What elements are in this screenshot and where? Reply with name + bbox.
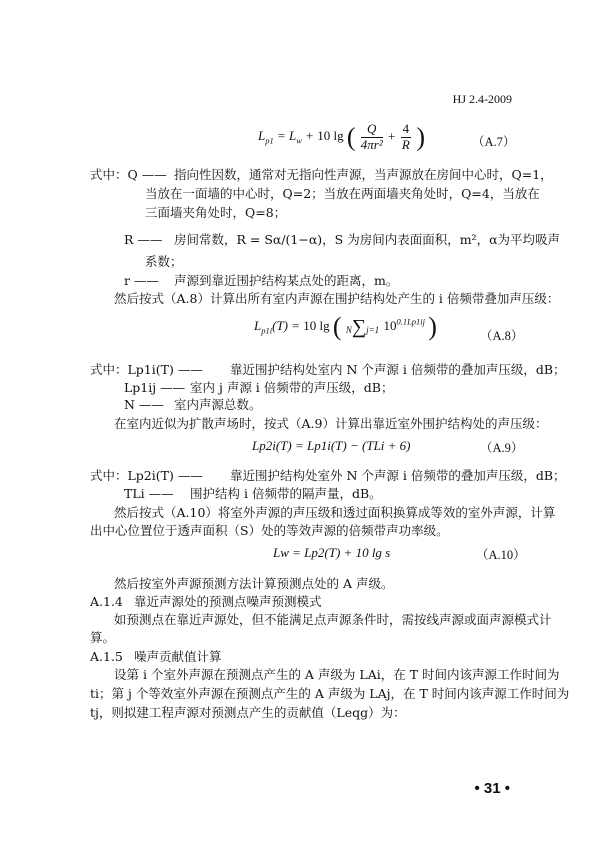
paragraph-a14-line2: 算。 — [90, 630, 116, 645]
a8-def-text-2: 室内 j 声源 i 倍频带的声压级，dB； — [190, 380, 394, 395]
equation-a7: $L_{p1} = L_w + 10$ lg ( $\frac{Q}{\text{4πr²}}$ + $\frac{4}{R}$ ) — [258, 121, 425, 152]
fraction-r: $\frac{4}{R}$ — [401, 121, 410, 152]
q-def-lead: 式中：Q —— — [90, 167, 167, 182]
q-def-line1: 指向性因数，通常对无指向性声源，当声源放在房间中心时，Q=1， — [174, 167, 553, 182]
paragraph-a8-intro: 然后按式（A.8）计算出所有室内声源在围护结构处产生的 i 倍频带叠加声压级： — [114, 291, 560, 306]
rr-def-lead: r —— — [124, 273, 159, 288]
q-def-line2: 当放在一面墙的中心时，Q=2；当放在两面墙夹角处时，Q=4，当放在 — [145, 186, 540, 201]
section-a14-number: A.1.4 — [90, 594, 123, 609]
paragraph-a15-line3: tj，则拟建工程声源对预测点产生的贡献值（Leqg）为： — [90, 705, 406, 720]
equation-a8-label: （A.8） — [480, 329, 524, 343]
equation-a9-label: （A.9） — [480, 441, 524, 455]
paragraph-a14-line1: 如预测点在靠近声源处，但不能满足点声源条件时，需按线声源或面声源模式计 — [114, 612, 552, 627]
paragraph-a10-line1: 然后按式（A.10）将室外声源的声压级和透过面积换算成等效的室外声源，计算 — [114, 505, 556, 520]
equation-a10-label: （A.10） — [476, 548, 526, 562]
a8-def-lead-1: 式中：Lp1i(T) —— — [90, 362, 203, 377]
document-code-header: HJ 2.4-2009 — [452, 92, 512, 106]
a8-def-text-3: 室内声源总数。 — [174, 397, 262, 412]
r-def-line2: 系数； — [145, 254, 183, 269]
section-a15-title: 噪声贡献值计算 — [134, 649, 222, 664]
paragraph-after-a10: 然后按室外声源预测方法计算预测点处的 A 声级。 — [114, 576, 394, 591]
a9-def-lead-1: 式中：Lp2i(T) —— — [90, 468, 203, 483]
section-a14-title: 靠近声源处的预测点噪声预测模式 — [134, 594, 322, 609]
paragraph-a9-intro: 在室内近似为扩散声场时，按式（A.9）计算出靠近室外围护结构处的声压级： — [114, 416, 548, 431]
q-def-line3: 三面墙夹角处时，Q=8； — [145, 205, 287, 220]
section-a15-number: A.1.5 — [90, 649, 123, 664]
summation-symbol: N∑j=1 — [345, 316, 380, 338]
page-number: • 31 • — [474, 780, 510, 797]
a9-def-text-1: 靠近围护结构处室外 N 个声源 i 倍频带的叠加声压级，dB； — [230, 468, 566, 483]
rr-def-text: 声源到靠近围护结构某点处的距离，m。 — [174, 273, 399, 288]
equation-a10: Lw = Lp2(T) + 10 lg s — [273, 545, 391, 560]
a8-def-lead-3: N —— — [124, 397, 164, 412]
r-def-lead: R —— — [124, 232, 163, 247]
a9-def-text-2: 围护结构 i 倍频带的隔声量，dB。 — [190, 486, 382, 501]
a9-def-lead-2: TLi —— — [124, 486, 174, 501]
paragraph-a15-line2: ti；第 j 个等效室外声源在预测点产生的 A 声级为 LAj，在 T 时间内该声源工作时间为 — [90, 686, 570, 701]
equation-a8: $L_{p1i}(T) = 10$ lg ( N∑j=1 $10^{0.1Lp1ij}$ ) — [254, 312, 437, 341]
paragraph-a10-line2: 出中心位置位于透声面积（S）处的等效声源的倍频带声功率级。 — [90, 523, 449, 538]
a8-def-text-1: 靠近围护结构处室内 N 个声源 i 倍频带的叠加声压级，dB； — [230, 362, 566, 377]
equation-a7-label: （A.7） — [472, 135, 516, 149]
fraction-q: $\frac{Q}{\text{4πr²}}$ — [360, 121, 383, 152]
r-def-line1: 房间常数，R = Sα/(1−α)，S 为房间内表面面积，m²，α为平均吸声 — [174, 232, 561, 247]
paragraph-a15-line1: 设第 i 个室外声源在预测点产生的 A 声级为 LAi，在 T 时间内该声源工作时间为 — [114, 667, 560, 682]
a8-def-lead-2: Lp1ij —— — [124, 380, 186, 395]
equation-a9: Lp2i(T) = Lp1i(T) − (TLi + 6) — [252, 438, 411, 453]
